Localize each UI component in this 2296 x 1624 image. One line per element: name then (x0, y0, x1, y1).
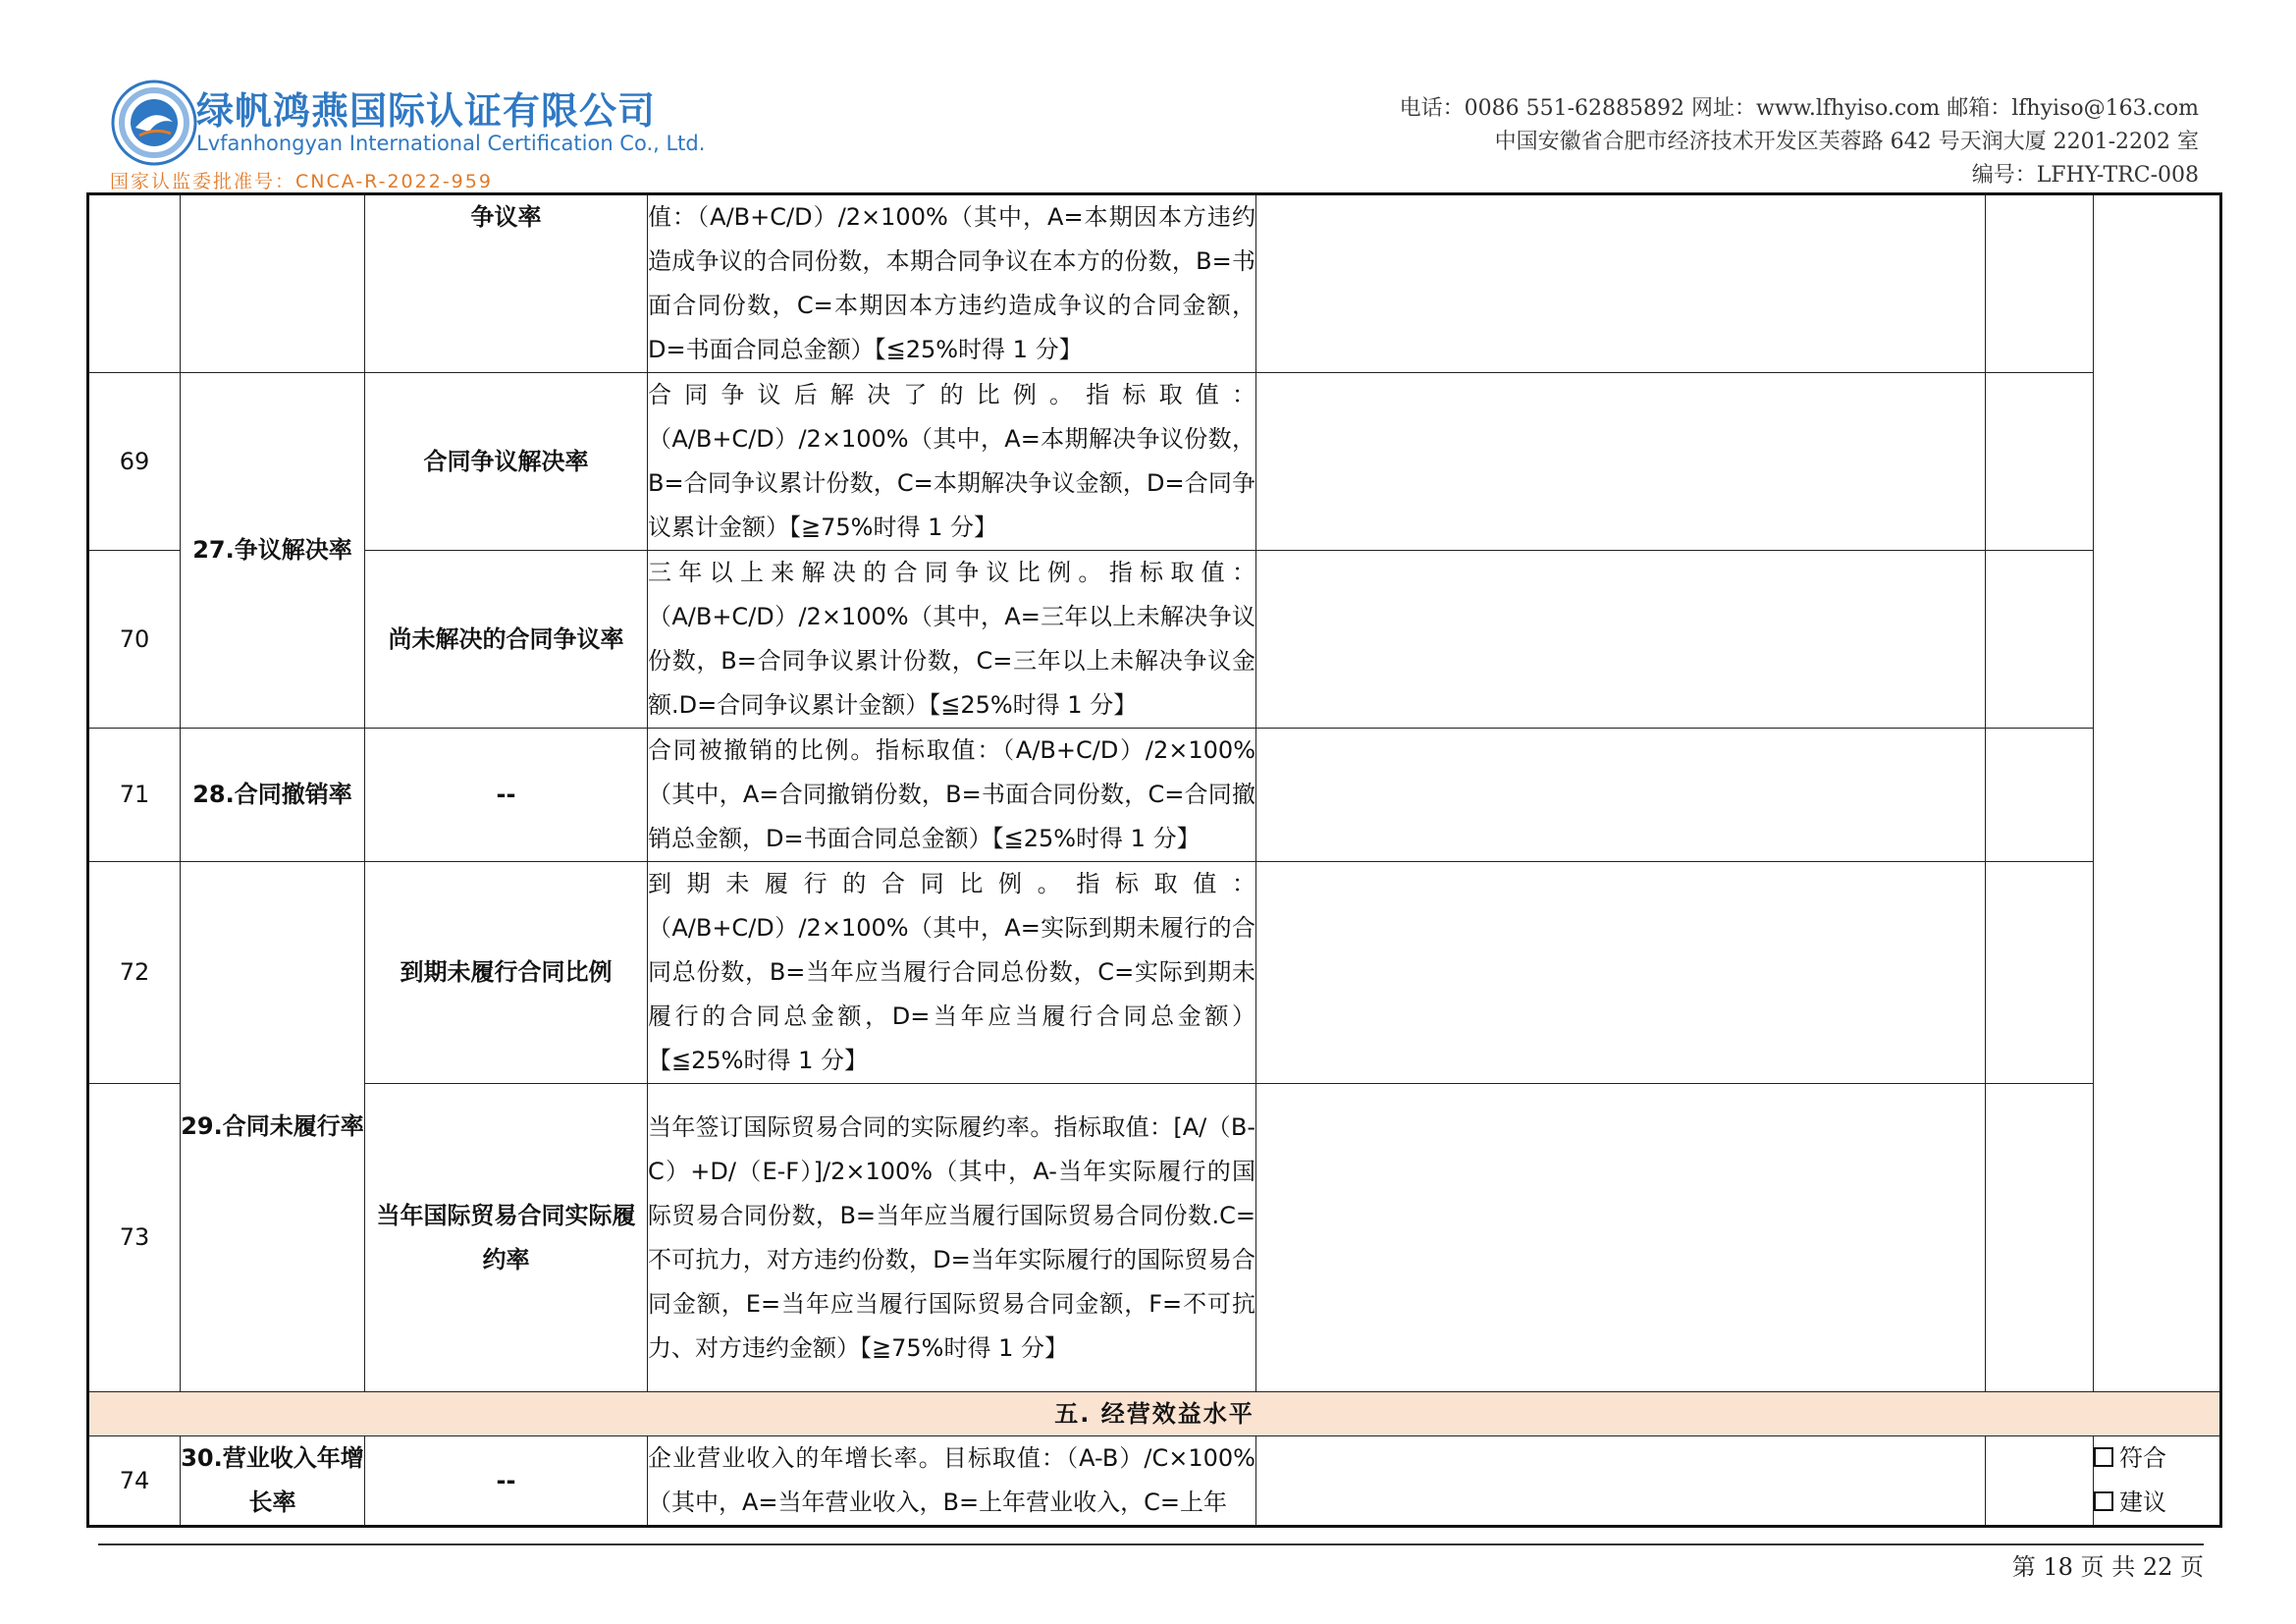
description-cell: 三年以上来解决的合同争议比例。指标取值：（A/B+C/D）/2×100%（其中，A=三年以上未解决争议份数，B=合同争议累计份数，C=三年以上未解决争议金额.D=合同争议累计金额）【≦25%时得 1 分】 (648, 551, 1256, 729)
evidence-cell (1256, 729, 1986, 862)
evidence-cell (1256, 862, 1986, 1084)
section-header-row (88, 1392, 2221, 1436)
result-cell (2094, 1436, 2221, 1527)
table-row (88, 862, 2221, 1084)
table-row (88, 373, 2221, 551)
category-cell (181, 194, 365, 373)
checkbox-suggest[interactable]: 建议 (2094, 1481, 2219, 1525)
item-cell: -- (365, 1436, 648, 1527)
table-row (88, 551, 2221, 729)
description-cell: 值：（A/B+C/D）/2×100%（其中，A=本期因本方违约造成争议的合同份数，本期合同争议在本方的份数，B=书面合同份数，C=本期因本方违约造成争议的合同金额，D=书面合同总金额）【≦25%时得 1 分】 (648, 194, 1256, 373)
row-number-cell: 72 (88, 862, 181, 1084)
evidence-cell (1256, 1436, 1986, 1527)
row-number-cell: 74 (88, 1436, 181, 1527)
evidence-cell (1256, 1084, 1986, 1392)
score-cell (1986, 194, 2094, 373)
description-cell: 企业营业收入的年增长率。目标取值：（A-B）/C×100%（其中，A=当年营业收入，B=上年营业收入，C=上年 (648, 1436, 1256, 1527)
document-code: 编号：LFHY-TRC-008 (1971, 163, 2199, 188)
company-name-en: Lvfanhongyan International Certification Co., Ltd. (196, 132, 706, 155)
category-cell: 30.营业收入年增长率 (181, 1436, 365, 1527)
company-logo-icon (110, 79, 198, 167)
checkbox-icon[interactable] (2094, 1491, 2113, 1511)
category-cell: 27.争议解决率 (181, 373, 365, 729)
item-cell: 尚未解决的合同争议率 (365, 551, 648, 729)
score-cell (1986, 373, 2094, 551)
evaluation-table (86, 192, 2222, 1528)
table-row (88, 194, 2221, 373)
item-cell: 到期未履行合同比例 (365, 862, 648, 1084)
description-cell: 合同被撤销的比例。指标取值：（A/B+C/D）/2×100%（其中，A=合同撤销份数，B=书面合同份数，C=合同撤销总金额，D=书面合同总金额）【≦25%时得 1 分】 (648, 729, 1256, 862)
table-row (88, 1436, 2221, 1527)
score-cell (1986, 862, 2094, 1084)
section-title: 五. 经营效益水平 (88, 1392, 2221, 1436)
category-cell: 28.合同撤销率 (181, 729, 365, 862)
category-cell: 29.合同未履行率 (181, 862, 365, 1392)
row-number-cell: 71 (88, 729, 181, 862)
checkbox-conform[interactable]: 符合 (2094, 1436, 2219, 1481)
result-cell (2094, 194, 2221, 1392)
table-row (88, 729, 2221, 862)
row-number-cell: 73 (88, 1084, 181, 1392)
score-cell (1986, 729, 2094, 862)
score-cell (1986, 551, 2094, 729)
contact-block (1400, 92, 2199, 192)
item-cell: 争议率 (365, 194, 648, 373)
description-cell: 当年签订国际贸易合同的实际履约率。指标取值：[A/（B-C）+D/（E-F）]/2×100%（其中，A-当年实际履行的国际贸易合同份数，B=当年应当履行国际贸易合同份数.C=不可抗力，对方违约份数，D=当年实际履行的国际贸易合同金额，E=当年应当履行国际贸易合同金额，F=不可抗力、对方违约金额）【≧75%时得 1 分】 (648, 1084, 1256, 1392)
contact-phone-web-email: 电话：0086 551-62885892 网址：www.lfhyiso.com 邮箱：lfhyiso@163.com (1399, 96, 2199, 121)
item-cell: 合同争议解决率 (365, 373, 648, 551)
evidence-cell (1256, 194, 1986, 373)
item-cell: 当年国际贸易合同实际履约率 (365, 1084, 648, 1392)
score-cell (1986, 1436, 2094, 1527)
row-number-cell: 70 (88, 551, 181, 729)
score-cell (1986, 1084, 2094, 1392)
company-name-cn: 绿帆鸿燕国际认证有限公司 (196, 89, 657, 133)
description-cell: 到期未履行的合同比例。指标取值：（A/B+C/D）/2×100%（其中，A=实际到期未履行的合同总份数，B=当年应当履行合同总份数，C=实际到期未履行的合同总金额，D=当年应当履行合同总金额）【≦25%时得 1 分】 (648, 862, 1256, 1084)
contact-address: 中国安徽省合肥市经济技术开发区芙蓉路 642 号天润大厦 2201-2202 室 (1494, 130, 2199, 154)
row-number-cell: 69 (88, 373, 181, 551)
evidence-cell (1256, 551, 1986, 729)
table-row (88, 1084, 2221, 1392)
footer-divider (98, 1543, 2204, 1545)
evidence-cell (1256, 373, 1986, 551)
page-number: 第 18 页 共 22 页 (2011, 1553, 2204, 1581)
approval-number: 国家认监委批准号：CNCA-R-2022-959 (110, 171, 493, 192)
item-cell: -- (365, 729, 648, 862)
description-cell: 合同争议后解决了的比例。指标取值：（A/B+C/D）/2×100%（其中，A=本期解决争议份数，B=合同争议累计份数，C=本期解决争议金额，D=合同争议累计金额）【≧75%时得 1 分】 (648, 373, 1256, 551)
row-number-cell (88, 194, 181, 373)
checkbox-icon[interactable] (2094, 1447, 2113, 1467)
